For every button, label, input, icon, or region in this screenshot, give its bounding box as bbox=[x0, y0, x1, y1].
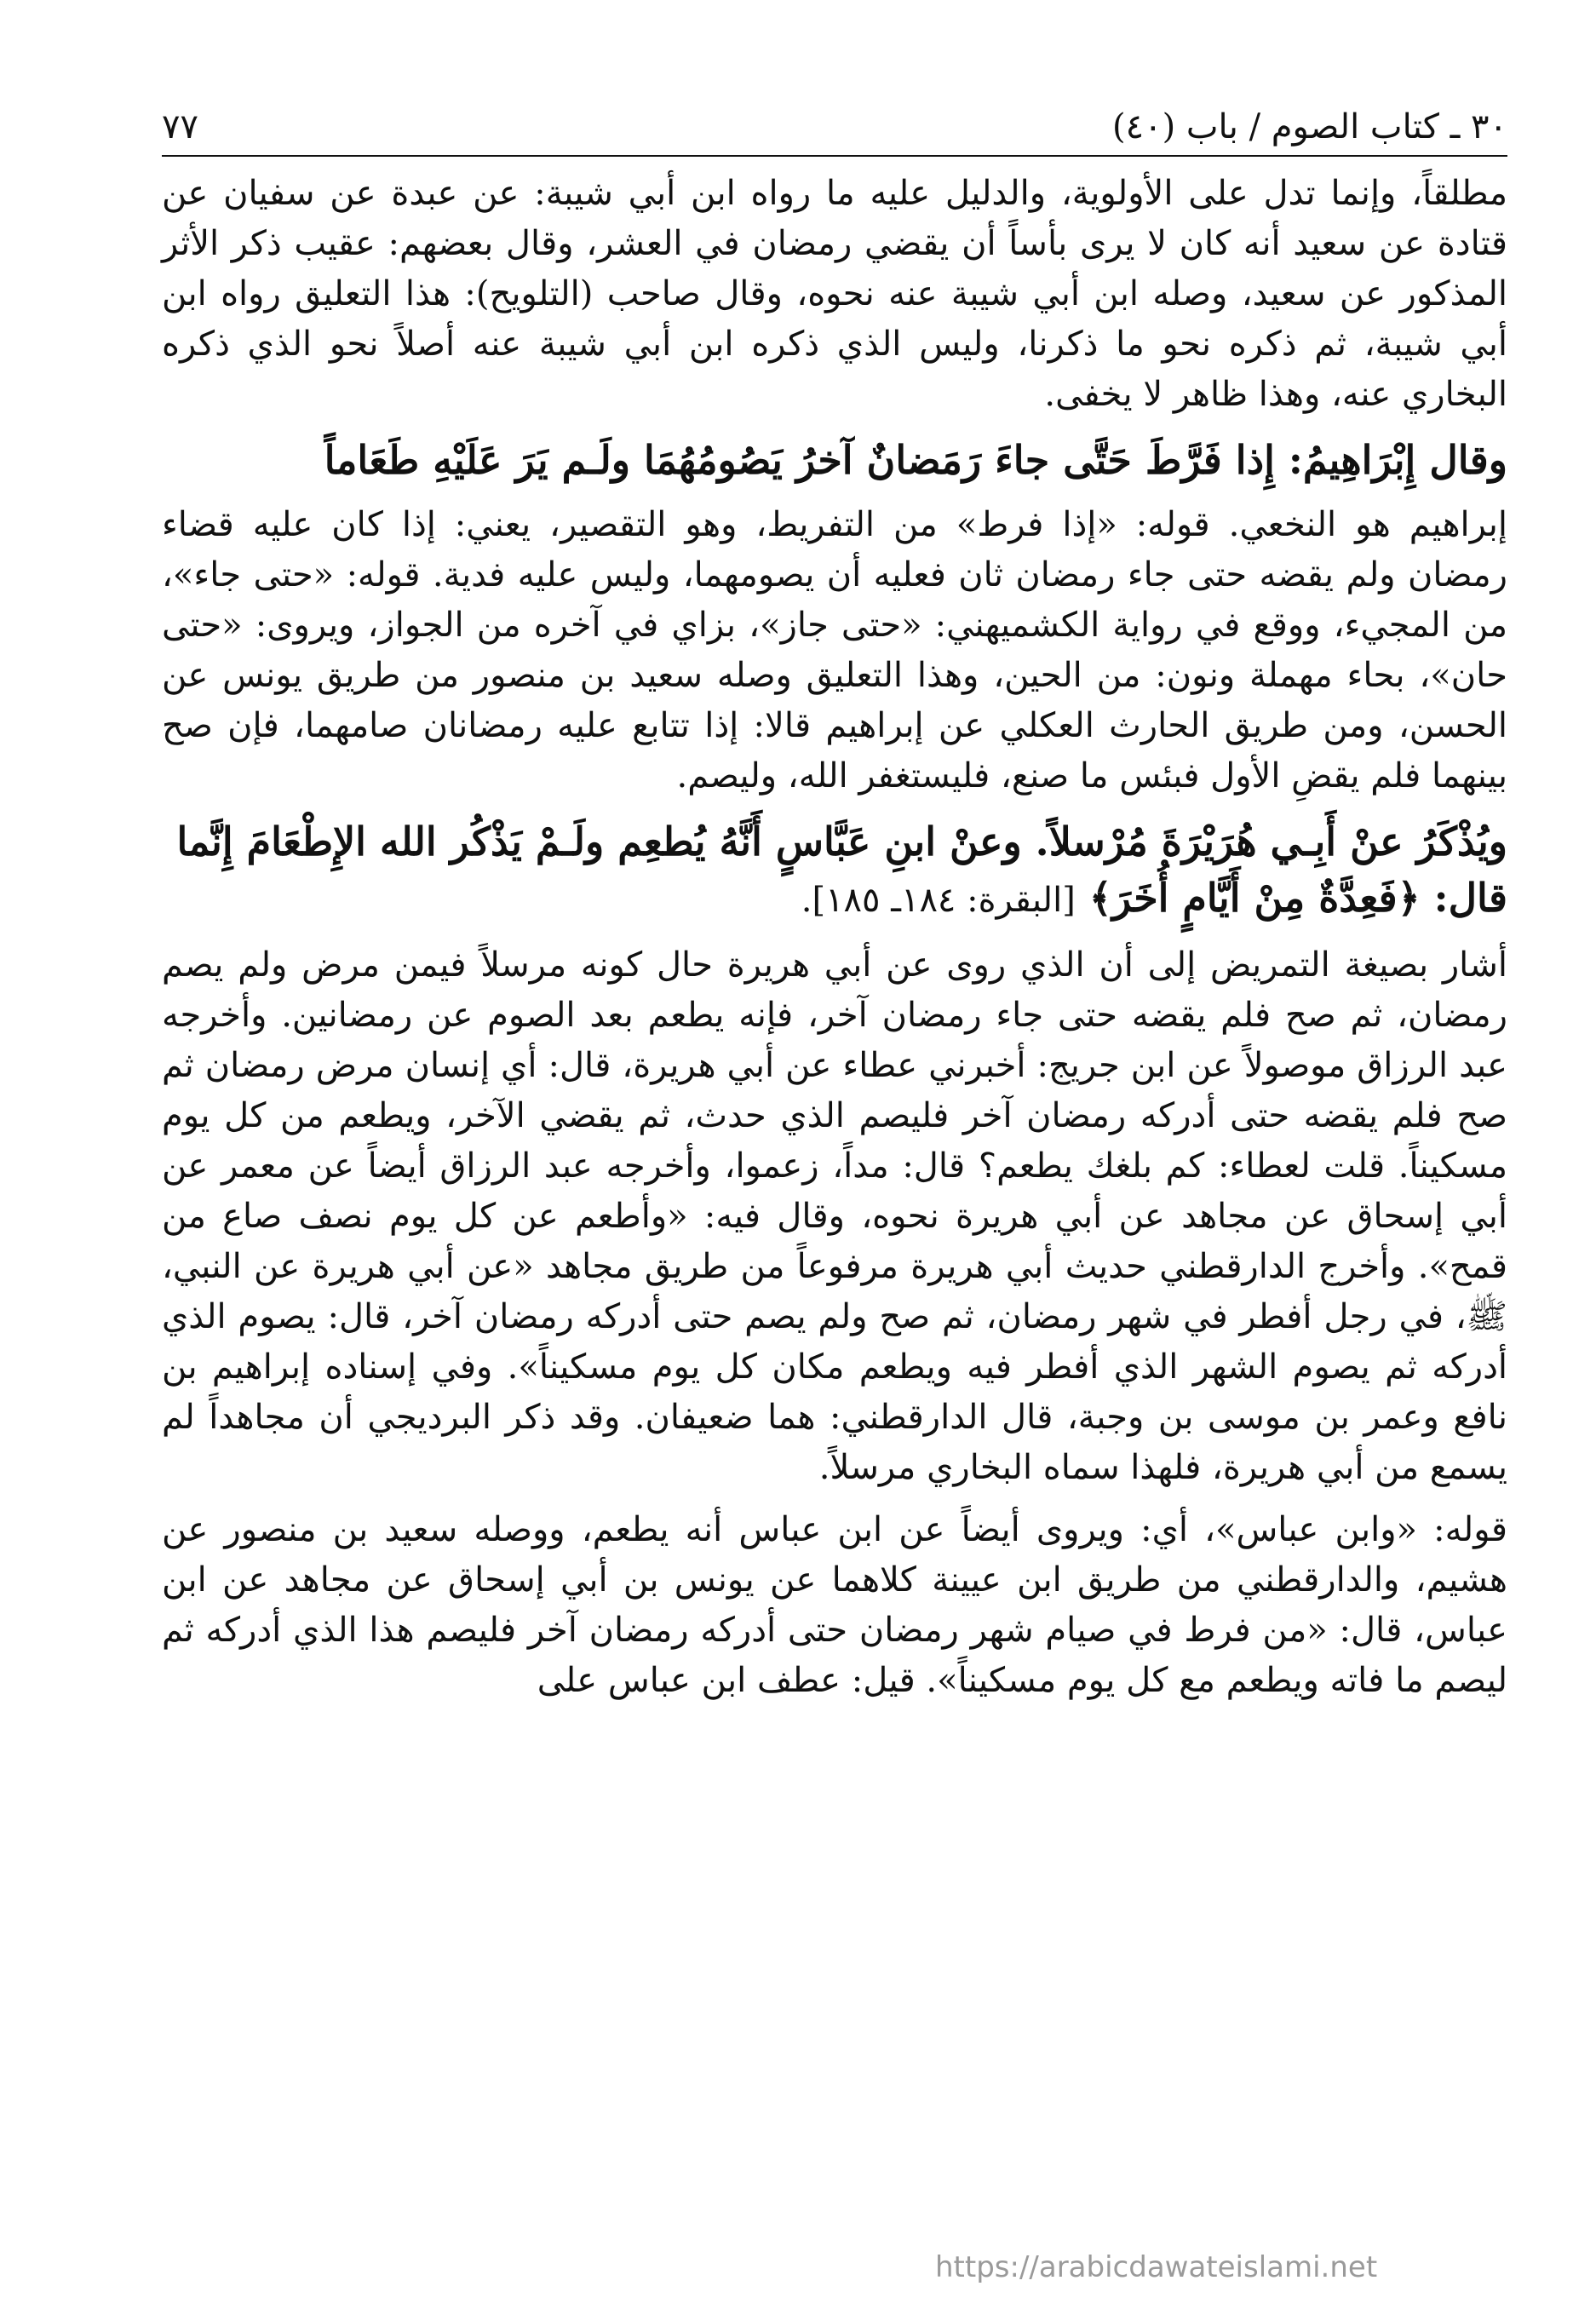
book-page bbox=[162, 94, 1507, 1706]
hadith-text-2 bbox=[162, 813, 1507, 928]
page-header bbox=[162, 94, 1507, 157]
paragraph-2: إبراهيم هو النخعي. قوله: «إذا فرط» من التفريط، وهو التقصير، يعني: إذا كان عليه قضاء رمضان ولم يقضه حتى جاء رمضان ثان فعليه أن يصومهما، وليس عليه فدية. قوله: «حتى جاء»، من المجيء، ووقع في رواية الكشميهني: «حتى جاز»، بزاي في آخره من الجواز، ويروى: «حتى حان»، بحاء مهملة ونون: من الحين، وهذا التعليق وصله سعيد بن منصور من طريق يونس عن الحسن، ومن طريق الحارث العكلي عن إبراهيم قالا: إذا تتابع عليه رمضانان صامهما، فإن صح بينهما فلم يقضِ الأول فبئس ما صنع، فليستغفر الله، وليصم. bbox=[162, 505, 1508, 796]
paragraph-3: أشار بصيغة التمريض إلى أن الذي روى عن أبي هريرة حال كونه مرسلاً فيمن مرض ولم يصم رمضان، ثم صح فلم يقضه حتى جاء رمضان آخر، فإنه يطعم بعد الصوم عن رمضانين. وأخرجه عبد الرزاق موصولاً عن ابن جريج: أخبرني عطاء عن أبي هريرة، قال: أي إنسان مرض رمضان ثم صح فلم يقضه حتى أدركه رمضان آخر فليصم الذي حدث، ثم يقضي الآخر، ويطعم من كل يوم مسكيناً. قلت لعطاء: كم بلغك يطعم؟ قال: مداً، زعموا، وأخرجه عبد الرزاق أيضاً عن معمر عن أبي إسحاق عن مجاهد عن أبي هريرة نحوه، وقال فيه: «وأطعم عن كل يوم نصف صاع من قمح». وأخرج الدارقطني حديث أبي هريرة مرفوعاً من طريق مجاهد «عن أبي هريرة عن النبي، ﷺ، في رجل أفطر في شهر رمضان، ثم صح ولم يصم حتى أدركه رمضان آخر، قال: يصوم الذي أدركه ثم يصوم الشهر الذي أفطر فيه ويطعم مكان كل يوم مسكيناً». وفي إسناده إبراهيم بن نافع وعمر بن موسى بن وجبة، قال الدارقطني: هما ضعيفان. وقد ذكر البرديجي أن مجاهداً لم يسمع من أبي هريرة، فلهذا سماه البخاري مرسلاً. bbox=[162, 945, 1508, 1487]
quran-reference: [البقرة: ١٨٤ـ ١٨٥]. bbox=[801, 881, 1076, 920]
watermark-url: https://arabicdawateislami.net bbox=[935, 2250, 1378, 2284]
hadith-text-1: وقال إِبْرَاهِيمُ: إِذا فَرَّطَ حَتَّى جاءَ رَمَضانٌ آخرُ يَصُومُهُمَا ولَـم يَرَ عَلَيْهِ طَعَاماً bbox=[324, 437, 1507, 483]
paragraph-4: قوله: «وابن عباس»، أي: ويروى أيضاً عن ابن عباس أنه يطعم، ووصله سعيد بن منصور عن هشيم، والدارقطني من طريق ابن عيينة كلاهما عن يونس بن أبي إسحاق عن مجاهد عن ابن عباس، قال: «من فرط في صيام شهر رمضان حتى أدركه رمضان آخر فليصم هذا الذي أدركه ثم ليصم ما فاته ويطعم مع كل يوم مسكيناً». قيل: عطف ابن عباس على bbox=[162, 1510, 1507, 1700]
paragraph-1: مطلقاً، وإنما تدل على الأولوية، والدليل عليه ما رواه ابن أبي شيبة: عن عبدة عن سفيان عن قتادة عن سعيد أنه كان لا يرى بأساً أن يقضي رمضان في العشر، وقال بعضهم: عقيب ذكر الأثر المذكور عن سعيد، وصله ابن أبي شيبة عنه نحوه، وقال صاحب (التلويح): هذا التعليق رواه ابن أبي شيبة، ثم ذكره نحو ما ذكرنا، وليس الذي ذكره ابن أبي شيبة عنه أصلاً نحو الذي ذكره البخاري عنه، وهذا ظاهر لا يخفى. bbox=[162, 174, 1507, 414]
page-number: ٧٧ bbox=[162, 107, 198, 146]
hadith-text-2-body: ويُذْكَرُ عنْ أَبِـي هُرَيْرَةَ مُرْسلاً. وعنْ ابنِ عَبَّاسٍ أَنَّهُ يُطعِم ولَـمْ يَذْكُر الله الإِطْعَامَ إِنَّما قال: ﴿فَعِدَّةٌ مِنْ أَيَّامٍ أُخَرَ﴾ bbox=[176, 819, 1507, 921]
chapter-title: ٣٠ ـ كتاب الصوم / باب (٤٠) bbox=[1112, 107, 1507, 146]
